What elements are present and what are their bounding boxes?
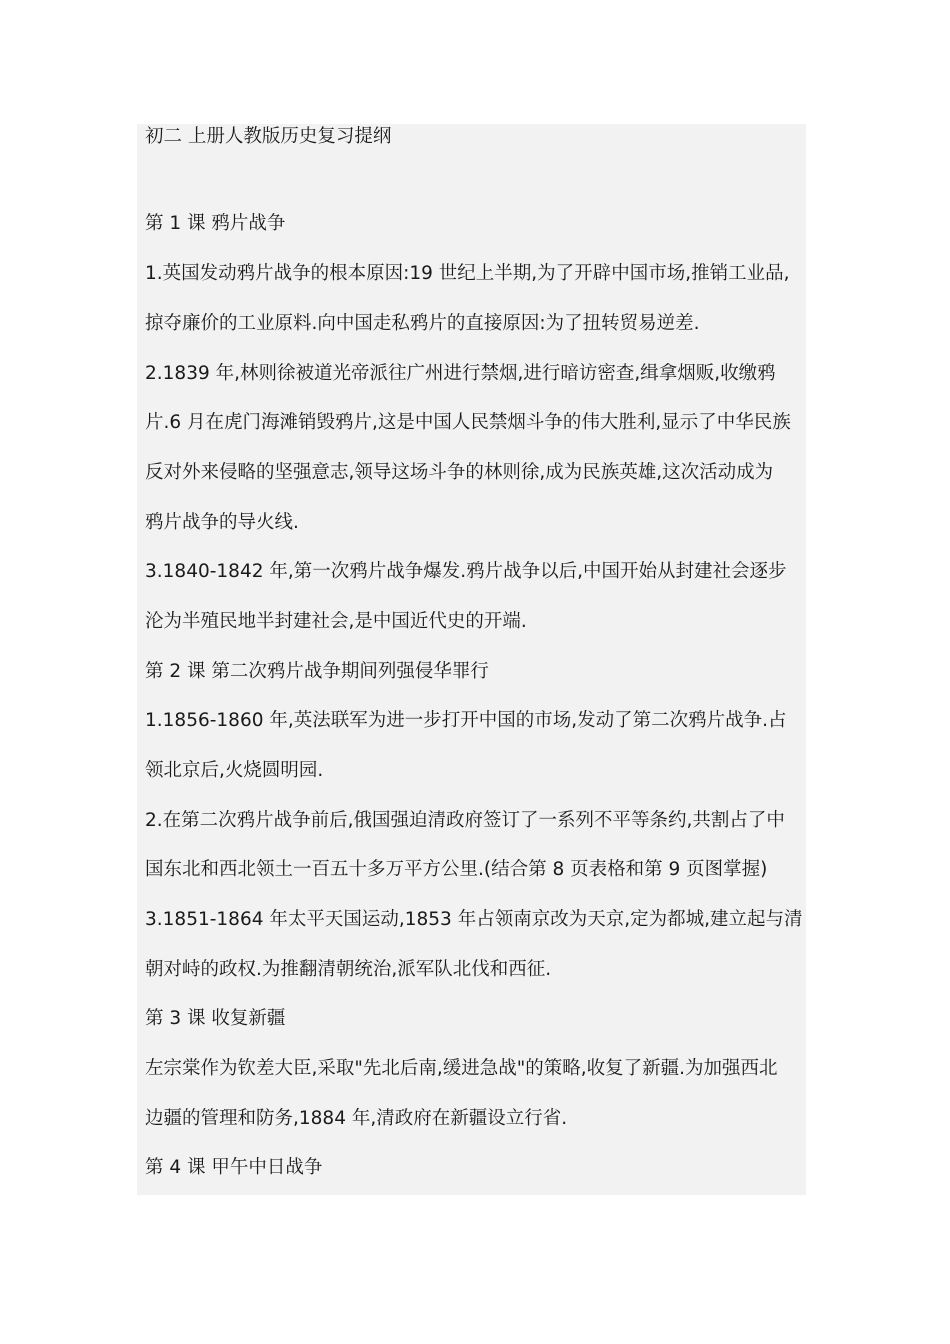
body-line: 朝对峙的政权.为推翻清朝统治,派军队北伐和西征.: [145, 959, 552, 980]
lesson-heading: 第 3 课 收复新疆: [145, 1008, 286, 1029]
body-line: 片.6 月在虎门海滩销毁鸦片,这是中国人民禁烟斗争的伟大胜利,显示了中华民族: [145, 412, 791, 433]
body-line: 1.英国发动鸦片战争的根本原因:19 世纪上半期,为了开辟中国市场,推销工业品,: [145, 263, 790, 284]
body-line: 沦为半殖民地半封建社会,是中国近代史的开端.: [145, 611, 527, 632]
body-line: 领北京后,火烧圆明园.: [145, 760, 324, 781]
body-line: 1.1856-1860 年,英法联军为进一步打开中国的市场,发动了第二次鸦片战争.占: [145, 710, 787, 731]
lesson-heading: 第 1 课 鸦片战争: [145, 213, 286, 234]
body-line: 3.1840-1842 年,第一次鸦片战争爆发.鸦片战争以后,中国开始从封建社会逐步: [145, 561, 787, 582]
body-line: 掠夺廉价的工业原料.向中国走私鸦片的直接原因:为了扭转贸易逆差.: [145, 313, 700, 334]
body-line: 左宗棠作为钦差大臣,采取"先北后南,缓进急战"的策略,收复了新疆.为加强西北: [145, 1058, 778, 1079]
lesson-heading: 第 4 课 甲午中日战争: [145, 1157, 323, 1178]
body-line: 2.1839 年,林则徐被道光帝派往广州进行禁烟,进行暗访密查,缉拿烟贩,收缴鸦: [145, 363, 776, 384]
body-line: 鸦片战争的导火线.: [145, 512, 299, 533]
body-line: 国东北和西北领土一百五十多万平方公里.(结合第 8 页表格和第 9 页图掌握): [145, 859, 768, 880]
lesson-heading: 第 2 课 第二次鸦片战争期间列强侵华罪行: [145, 661, 489, 682]
body-line: 3.1851-1864 年太平天国运动,1853 年占领南京改为天京,定为都城,建立起与清: [145, 909, 803, 930]
body-line: 边疆的管理和防务,1884 年,清政府在新疆设立行省.: [145, 1108, 568, 1129]
body-line: 反对外来侵略的坚强意志,领导这场斗争的林则徐,成为民族英雄,这次活动成为: [145, 462, 774, 483]
document-title: 初二 上册人教版历史复习提纲: [145, 126, 392, 147]
body-line: 2.在第二次鸦片战争前后,俄国强迫清政府签订了一系列不平等条约,共割占了中: [145, 810, 785, 831]
